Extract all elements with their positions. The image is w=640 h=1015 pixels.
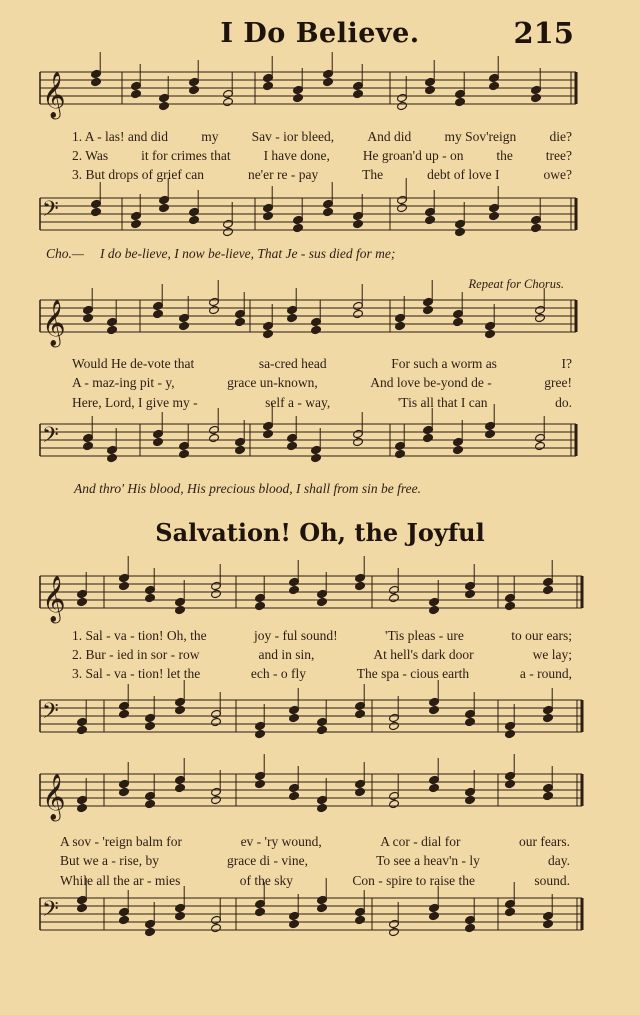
quarter-note-head <box>455 227 466 236</box>
bass-clef-icon: 𝄢 <box>42 897 59 927</box>
hymn1-verse3-line2: Here, Lord, I give my - self a - way, 'Tis all that I can do. <box>72 395 572 410</box>
quarter-note-head <box>489 81 500 90</box>
quarter-note-head <box>263 329 274 338</box>
quarter-note-head <box>145 721 156 730</box>
quarter-note-head <box>119 581 130 590</box>
quarter-note-head <box>175 705 186 714</box>
quarter-note-head <box>119 787 130 796</box>
quarter-note-head <box>355 709 366 718</box>
quarter-note-head <box>531 93 542 102</box>
quarter-note-head <box>189 215 200 224</box>
quarter-note-head <box>255 779 266 788</box>
quarter-note-head <box>485 329 496 338</box>
repeat-note: Repeat for Chorus. <box>468 277 564 291</box>
quarter-note-head <box>323 77 334 86</box>
quarter-note-head <box>425 85 436 94</box>
treble-clef-icon: 𝄞 <box>42 576 66 622</box>
quarter-note-head <box>107 453 118 462</box>
quarter-note-head <box>119 709 130 718</box>
quarter-note-head <box>505 779 516 788</box>
page-number: 215 <box>513 16 574 50</box>
quarter-note-head <box>311 325 322 334</box>
quarter-note-head <box>289 919 300 928</box>
quarter-note-head <box>455 97 466 106</box>
quarter-note-head <box>145 593 156 602</box>
quarter-note-head <box>175 783 186 792</box>
quarter-note-head <box>175 605 186 614</box>
quarter-note-head <box>429 783 440 792</box>
hymn2-title: Salvation! Oh, the Joyful <box>155 518 485 547</box>
hymn2-verse2-line1: 2. Bur - ied in sor - row and in sin, At hell's dark door we lay; <box>72 647 572 662</box>
quarter-note-head <box>485 429 496 438</box>
quarter-note-head <box>395 321 406 330</box>
quarter-note-head <box>287 441 298 450</box>
quarter-note-head <box>293 223 304 232</box>
chorus-line1: I do be-lieve, I now be-lieve, That Je - sus died for me; <box>100 246 396 261</box>
hymn1-verse3-line1: 3. But drops of grief can ne'er re - pay The debt of love I owe? <box>72 167 572 182</box>
quarter-note-head <box>77 597 88 606</box>
quarter-note-head <box>489 211 500 220</box>
quarter-note-head <box>353 89 364 98</box>
quarter-note-head <box>145 799 156 808</box>
half-note-head <box>211 923 222 932</box>
quarter-note-head <box>91 207 102 216</box>
quarter-note-head <box>323 207 334 216</box>
half-note-head <box>535 313 546 322</box>
quarter-note-head <box>153 437 164 446</box>
hymn1-title: I Do Believe. <box>220 18 420 49</box>
quarter-note-head <box>395 449 406 458</box>
quarter-note-head <box>159 101 170 110</box>
hymn1-verse2-line1: 2. Was it for crimes that I have done, He groan'd up - on the tree? <box>72 148 572 163</box>
quarter-note-head <box>465 589 476 598</box>
quarter-note-head <box>83 313 94 322</box>
quarter-note-head <box>131 89 142 98</box>
bass-clef-icon: 𝄢 <box>42 423 59 453</box>
treble-clef-icon: 𝄞 <box>42 774 66 820</box>
quarter-note-head <box>505 601 516 610</box>
quarter-note-head <box>263 429 274 438</box>
quarter-note-head <box>429 911 440 920</box>
half-note-head <box>389 799 400 808</box>
half-note-head <box>209 433 220 442</box>
half-note-head <box>389 593 400 602</box>
quarter-note-head <box>159 203 170 212</box>
quarter-note-head <box>175 911 186 920</box>
quarter-note-head <box>255 729 266 738</box>
quarter-note-head <box>429 705 440 714</box>
quarter-note-head <box>153 309 164 318</box>
half-note-head <box>211 589 222 598</box>
quarter-note-head <box>235 445 246 454</box>
half-note-head <box>397 101 408 110</box>
hymn1-verse1-line2: Would He de-vote that sa-cred head For such a worm as I? <box>72 356 572 371</box>
half-note-head <box>389 927 400 936</box>
quarter-note-head <box>425 215 436 224</box>
quarter-note-head <box>465 923 476 932</box>
treble-clef-icon: 𝄞 <box>42 72 66 118</box>
hymn1-verse2-line2: A - maz-ing pit - y, grace un-known, And love be-yond de - gree! <box>72 375 572 390</box>
quarter-note-head <box>289 713 300 722</box>
chorus-label: Cho.— <box>46 246 84 261</box>
quarter-note-head <box>453 445 464 454</box>
quarter-note-head <box>83 441 94 450</box>
quarter-note-head <box>289 791 300 800</box>
quarter-note-head <box>293 93 304 102</box>
hymn2-verse3-line1: 3. Sal - va - tion! let the ech - o fly The spa - cious earth a - round, <box>72 666 572 681</box>
quarter-note-head <box>355 915 366 924</box>
quarter-note-head <box>131 219 142 228</box>
quarter-note-head <box>355 787 366 796</box>
quarter-note-head <box>317 903 328 912</box>
half-note-head <box>397 203 408 212</box>
quarter-note-head <box>317 597 328 606</box>
quarter-note-head <box>287 313 298 322</box>
half-note-head <box>389 721 400 730</box>
quarter-note-head <box>119 915 130 924</box>
quarter-note-head <box>235 317 246 326</box>
half-note-head <box>211 795 222 804</box>
quarter-note-head <box>465 717 476 726</box>
hymn1-verse1-line1: 1. A - las! and did my Sav - ior bleed, And did my Sov'reign die? <box>72 129 572 144</box>
quarter-note-head <box>91 77 102 86</box>
quarter-note-head <box>263 211 274 220</box>
half-note-head <box>353 437 364 446</box>
quarter-note-head <box>189 85 200 94</box>
hymn2-verse3-line2: While all the ar - mies of the sky Con - spire to raise the sound. <box>60 873 570 888</box>
quarter-note-head <box>289 585 300 594</box>
quarter-note-head <box>77 803 88 812</box>
quarter-note-head <box>465 795 476 804</box>
quarter-note-head <box>317 725 328 734</box>
quarter-note-head <box>145 927 156 936</box>
treble-clef-icon: 𝄞 <box>42 300 66 346</box>
quarter-note-head <box>505 907 516 916</box>
half-note-head <box>535 441 546 450</box>
chorus-line2: And thro' His blood, His precious blood, I shall from sin be free. <box>74 481 421 496</box>
hymn2-verse1-line1: 1. Sal - va - tion! Oh, the joy - ful sound! 'Tis pleas - ure to our ears; <box>72 628 572 643</box>
quarter-note-head <box>107 325 118 334</box>
quarter-note-head <box>453 317 464 326</box>
half-note-head <box>209 305 220 314</box>
half-note-head <box>353 309 364 318</box>
quarter-note-head <box>179 449 190 458</box>
hymn2-verse2-line2: But we a - rise, by grace di - vine, To see a heav'n - ly day. <box>60 853 570 868</box>
quarter-note-head <box>531 223 542 232</box>
quarter-note-head <box>543 585 554 594</box>
quarter-note-head <box>179 321 190 330</box>
half-note-head <box>223 97 234 106</box>
quarter-note-head <box>423 305 434 314</box>
quarter-note-head <box>255 907 266 916</box>
quarter-note-head <box>505 729 516 738</box>
quarter-note-head <box>355 581 366 590</box>
half-note-head <box>223 227 234 236</box>
quarter-note-head <box>255 601 266 610</box>
quarter-note-head <box>311 453 322 462</box>
quarter-note-head <box>429 605 440 614</box>
bass-clef-icon: 𝄢 <box>42 699 59 729</box>
quarter-note-head <box>317 803 328 812</box>
quarter-note-head <box>77 903 88 912</box>
quarter-note-head <box>543 791 554 800</box>
bass-clef-icon: 𝄢 <box>42 197 59 227</box>
quarter-note-head <box>77 725 88 734</box>
quarter-note-head <box>353 219 364 228</box>
quarter-note-head <box>543 713 554 722</box>
half-note-head <box>211 717 222 726</box>
hymn2-verse1-line2: A sov - 'reign balm for ev - 'ry wound, A cor - dial for our fears. <box>60 834 570 849</box>
quarter-note-head <box>543 919 554 928</box>
quarter-note-head <box>423 433 434 442</box>
quarter-note-head <box>263 81 274 90</box>
